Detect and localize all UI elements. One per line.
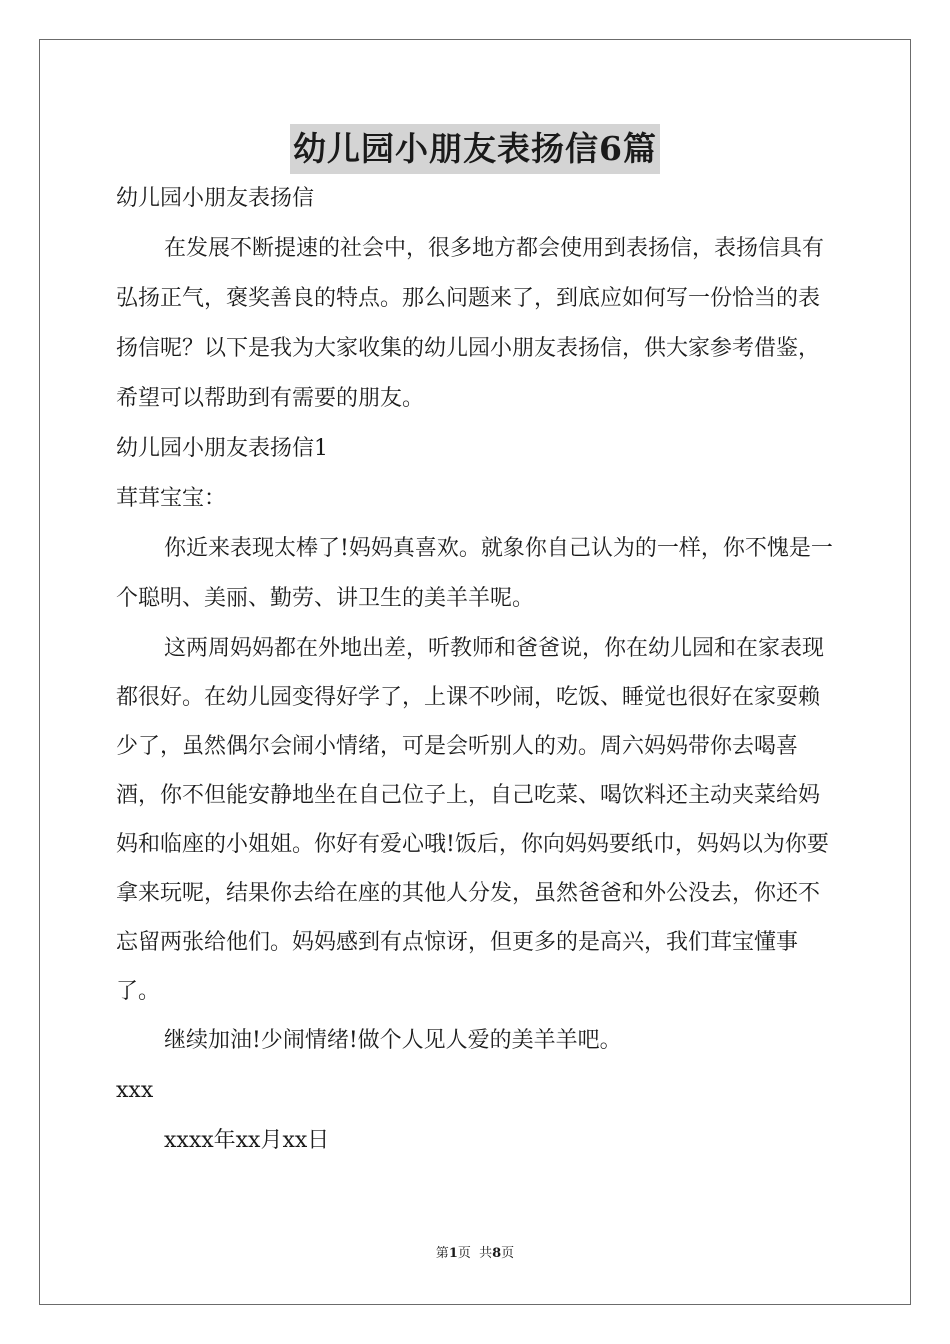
document-title: 幼儿园小朋友表扬信6篇 xyxy=(290,124,660,174)
footer-page-prefix: 第 xyxy=(435,1246,449,1261)
signature: xxx xyxy=(116,1078,154,1103)
salutation: 茸茸宝宝： xyxy=(116,486,227,511)
section-heading: 幼儿园小朋友表扬信1 xyxy=(116,436,328,461)
page-footer xyxy=(0,1244,950,1264)
letter-date: xxxx年xx月xx日 xyxy=(164,1128,330,1153)
body-paragraph-1: 你近来表现太棒了!妈妈真喜欢。就象你自己认为的一样，你不愧是一个聪明、美丽、勤劳、讲卫生的美羊羊呢。 xyxy=(116,536,833,611)
title-container xyxy=(0,124,950,174)
subtitle: 幼儿园小朋友表扬信 xyxy=(116,186,315,211)
body-paragraph-3: 继续加油!少闹情绪!做个人见人爱的美羊羊吧。 xyxy=(164,1028,622,1053)
footer-total-pages: 8 xyxy=(492,1246,502,1261)
footer-page-mid: 页 共 xyxy=(457,1246,493,1261)
document-body xyxy=(116,174,838,1166)
footer-current-page: 1 xyxy=(448,1246,458,1261)
footer-page-suffix: 页 xyxy=(501,1246,515,1261)
intro-paragraph: 在发展不断提速的社会中，很多地方都会使用到表扬信，表扬信具有弘扬正气，褒奖善良的特点。那么问题来了，到底应如何写一份恰当的表扬信呢？以下是我为大家收集的幼儿园小朋友表扬信，供大家参考借鉴，希望可以帮助到有需要的朋友。 xyxy=(116,236,825,411)
body-paragraph-2: 这两周妈妈都在外地出差，听教师和爸爸说，你在幼儿园和在家表现都很好。在幼儿园变得好学了，上课不吵闹，吃饭、睡觉也很好在家耍赖少了，虽然偶尔会闹小情绪，可是会听别人的劝。周六妈妈带你去喝喜酒，你不但能安静地坐在自己位子上，自己吃菜、喝饮料还主动夹菜给妈妈和临座的小姐姐。你好有爱心哦!饭后，你向妈妈要纸巾，妈妈以为你要拿来玩呢，结果你去给在座的其他人分发，虽然爸爸和外公没去，你还不忘留两张给他们。妈妈感到有点惊讶，但更多的是高兴，我们茸宝懂事了。 xyxy=(116,636,829,1004)
